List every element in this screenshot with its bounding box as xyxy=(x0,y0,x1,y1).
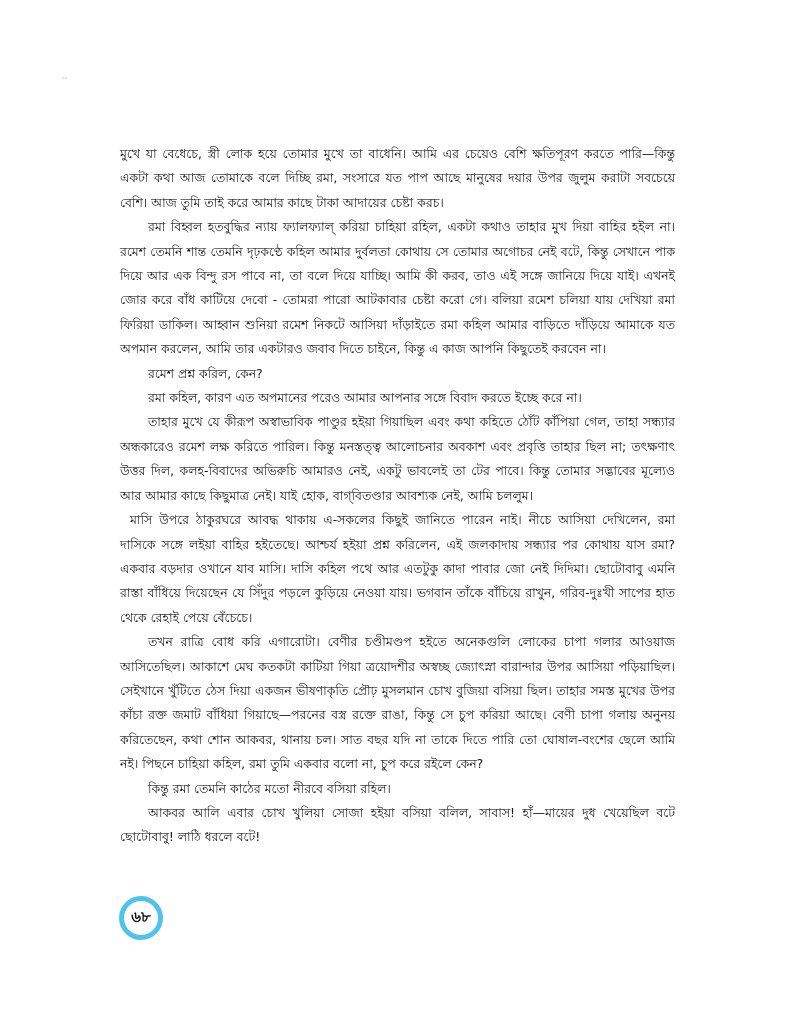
paragraph-2: রমা বিহ্বল হতবুদ্ধির ন্যায় ফ্যালফ্যাল্ করিয়া চাহিয়া রহিল, একটা কথাও তাহার মুখ দিয়া বাহির হইল না। রমেশ তেমনি শান্ত তেমনি দৃঢ়কণ্ঠে কহিল আমার দুর্বলতা কোথায় সে তোমার অগোচর নেই বটে, কিন্তু সেখানে পাক দিয়ে আর এক বিন্দু রস পাবে না, তা বলে দিয়ে যাচ্ছি। আমি কী করব, তাও এই সঙ্গে জানিয়ে দিয়ে যাই। এখনই জোর করে বাঁধ কাটিয়ে দেবো - তোমরা পারো আটকাবার চেষ্টা করো গে। বলিয়া রমেশ চলিয়া যায় দেখিয়া রমা ফিরিয়া ডাকিল। আহ্বান শুনিয়া রমেশ নিকটে আসিয়া দাঁড়াইতে রমা কহিল আমার বাড়িতে দাঁড়িয়ে আমাকে যত অপমান করলেন, আমি তার একটারও জবাব দিতে চাইনে, কিন্তু এ কাজ আপনি কিছুতেই করবেন না। xyxy=(120,219,675,357)
paragraph-5: তাহার মুখে যে কীরূপ অস্বাভাবিক পাণ্ডুর হইয়া গিয়াছিল এবং কথা কহিতে ঠোঁট কাঁপিয়া গেল, তাহা সন্ধ্যার অন্ধকারেও রমেশ লক্ষ করিতে পারিল। কিন্তু মনস্তত্ত্ব আলোচনার অবকাশ এবং প্রবৃত্তি তাহার ছিল না; তৎক্ষণাৎ উত্তর দিল, কলহ-বিবাদের অভিরুচি আমারও নেই, একটু ভাবলেই তা টের পাবে। কিন্তু তোমার সদ্ভাবের মূল্যেও আর আমার কাছে কিছুমাত্র নেই। যাই হোক, বাগ্‌বিতণ্ডার আবশ্যক নেই, আমি চললুম। xyxy=(120,414,675,503)
page-number: ৬৮ xyxy=(131,907,151,926)
corner-mark: ৹৹ xyxy=(62,74,68,82)
paragraph-1: মুখে যা বেধেচে, স্ত্রী লোক হয়ে তোমার মুখে তা বাধেনি। আমি এর চেয়েও বেশি ক্ষতিপূরণ করতে পারি—কিন্তু একটা কথা আজ তোমাকে বলে দিচ্ছি রমা, সংসারে যত পাপ আছে মানুষের দয়ার উপর জুলুম করাটা সবচেয়ে বেশি। আজ তুমি তাই করে আমার কাছে টাকা আদায়ের চেষ্টা করচ। xyxy=(120,146,675,210)
paragraph-9: আকবর আলি এবার চোখ খুলিয়া সোজা হইয়া বসিয়া বলিল, সাবাস! হাঁ—মায়ের দুধ খেয়েছিল বটে ছোটোবাবু! লাঠি ধরলে বটে! xyxy=(120,804,675,845)
paragraph-6: মাসি উপরে ঠাকুরঘরে আবদ্ধ থাকায় এ-সকলের কিছুই জানিতে পারেন নাই। নীচে আসিয়া দেখিলেন, রমা দাসিকে সঙ্গে লইয়া বাহির হইতেছে। আশ্চর্য হইয়া প্রশ্ন করিলেন, এই জলকাদায় সন্ধ্যার পর কোথায় যাস রমা? একবার বড়দার ওখানে যাব মাসি। দাসি কহিল পথে আর এতটুকু কাদা পাবার জো নেই দিদিমা। ছোটোবাবু এমনি রাস্তা বাঁধিয়ে দিয়েছেন যে সিঁদুর পড়লে কুড়িয়ে নেওয়া যায়। ভগবান তাঁকে বাঁচিয়ে রাখুন, গরিব-দুঃখী সাপের হাত থেকে রেহাই পেয়ে বেঁচেচে। xyxy=(120,512,675,625)
paragraph-3: রমেশ প্রশ্ন করিল, কেন? xyxy=(148,365,263,381)
paragraph-4: রমা কহিল, কারণ এত অপমানের পরেও আমার আপনার সঙ্গে বিবাদ করতে ইচ্ছে করে না। xyxy=(148,390,582,406)
page-number-badge xyxy=(119,896,163,940)
paragraph-8: কিন্তু রমা তেমনি কাঠের মতো নীরবে বসিয়া রহিল। xyxy=(148,780,391,796)
paragraph-7: তখন রাত্রি বোধ করি এগারোটা। বেণীর চণ্ডীমণ্ডপ হইতে অনেকগুলি লোকের চাপা গলার আওয়াজ আসিতেছিল। আকাশে মেঘ কতকটা কাটিয়া গিয়া ত্রয়োদশীর অস্বচ্ছ জ্যোৎস্না বারান্দার উপর আসিয়া পড়িয়াছিল। সেইখানে খুঁটিতে ঠেস দিয়া একজন ভীষণাকৃতি প্রৌঢ় মুসলমান চোখ বুজিয়া বসিয়া ছিল। তাহার সমস্ত মুখের উপর কাঁচা রক্ত জমাট বাঁধিয়া গিয়াছে—পরনের বস্ত্র রক্তে রাঙা, কিন্তু সে চুপ করিয়া আছে। বেণী চাপা গলায় অনুনয় করিতেছেন, কথা শোন আকবর, থানায় চল। সাত বছর যদি না তাকে দিতে পারি তো ঘোষাল-বংশের ছেলে আমি নই। পিছনে চাহিয়া কহিল, রমা তুমি একবার বলো না, চুপ করে রইলে কেন? xyxy=(120,634,675,772)
body-text xyxy=(120,142,675,850)
